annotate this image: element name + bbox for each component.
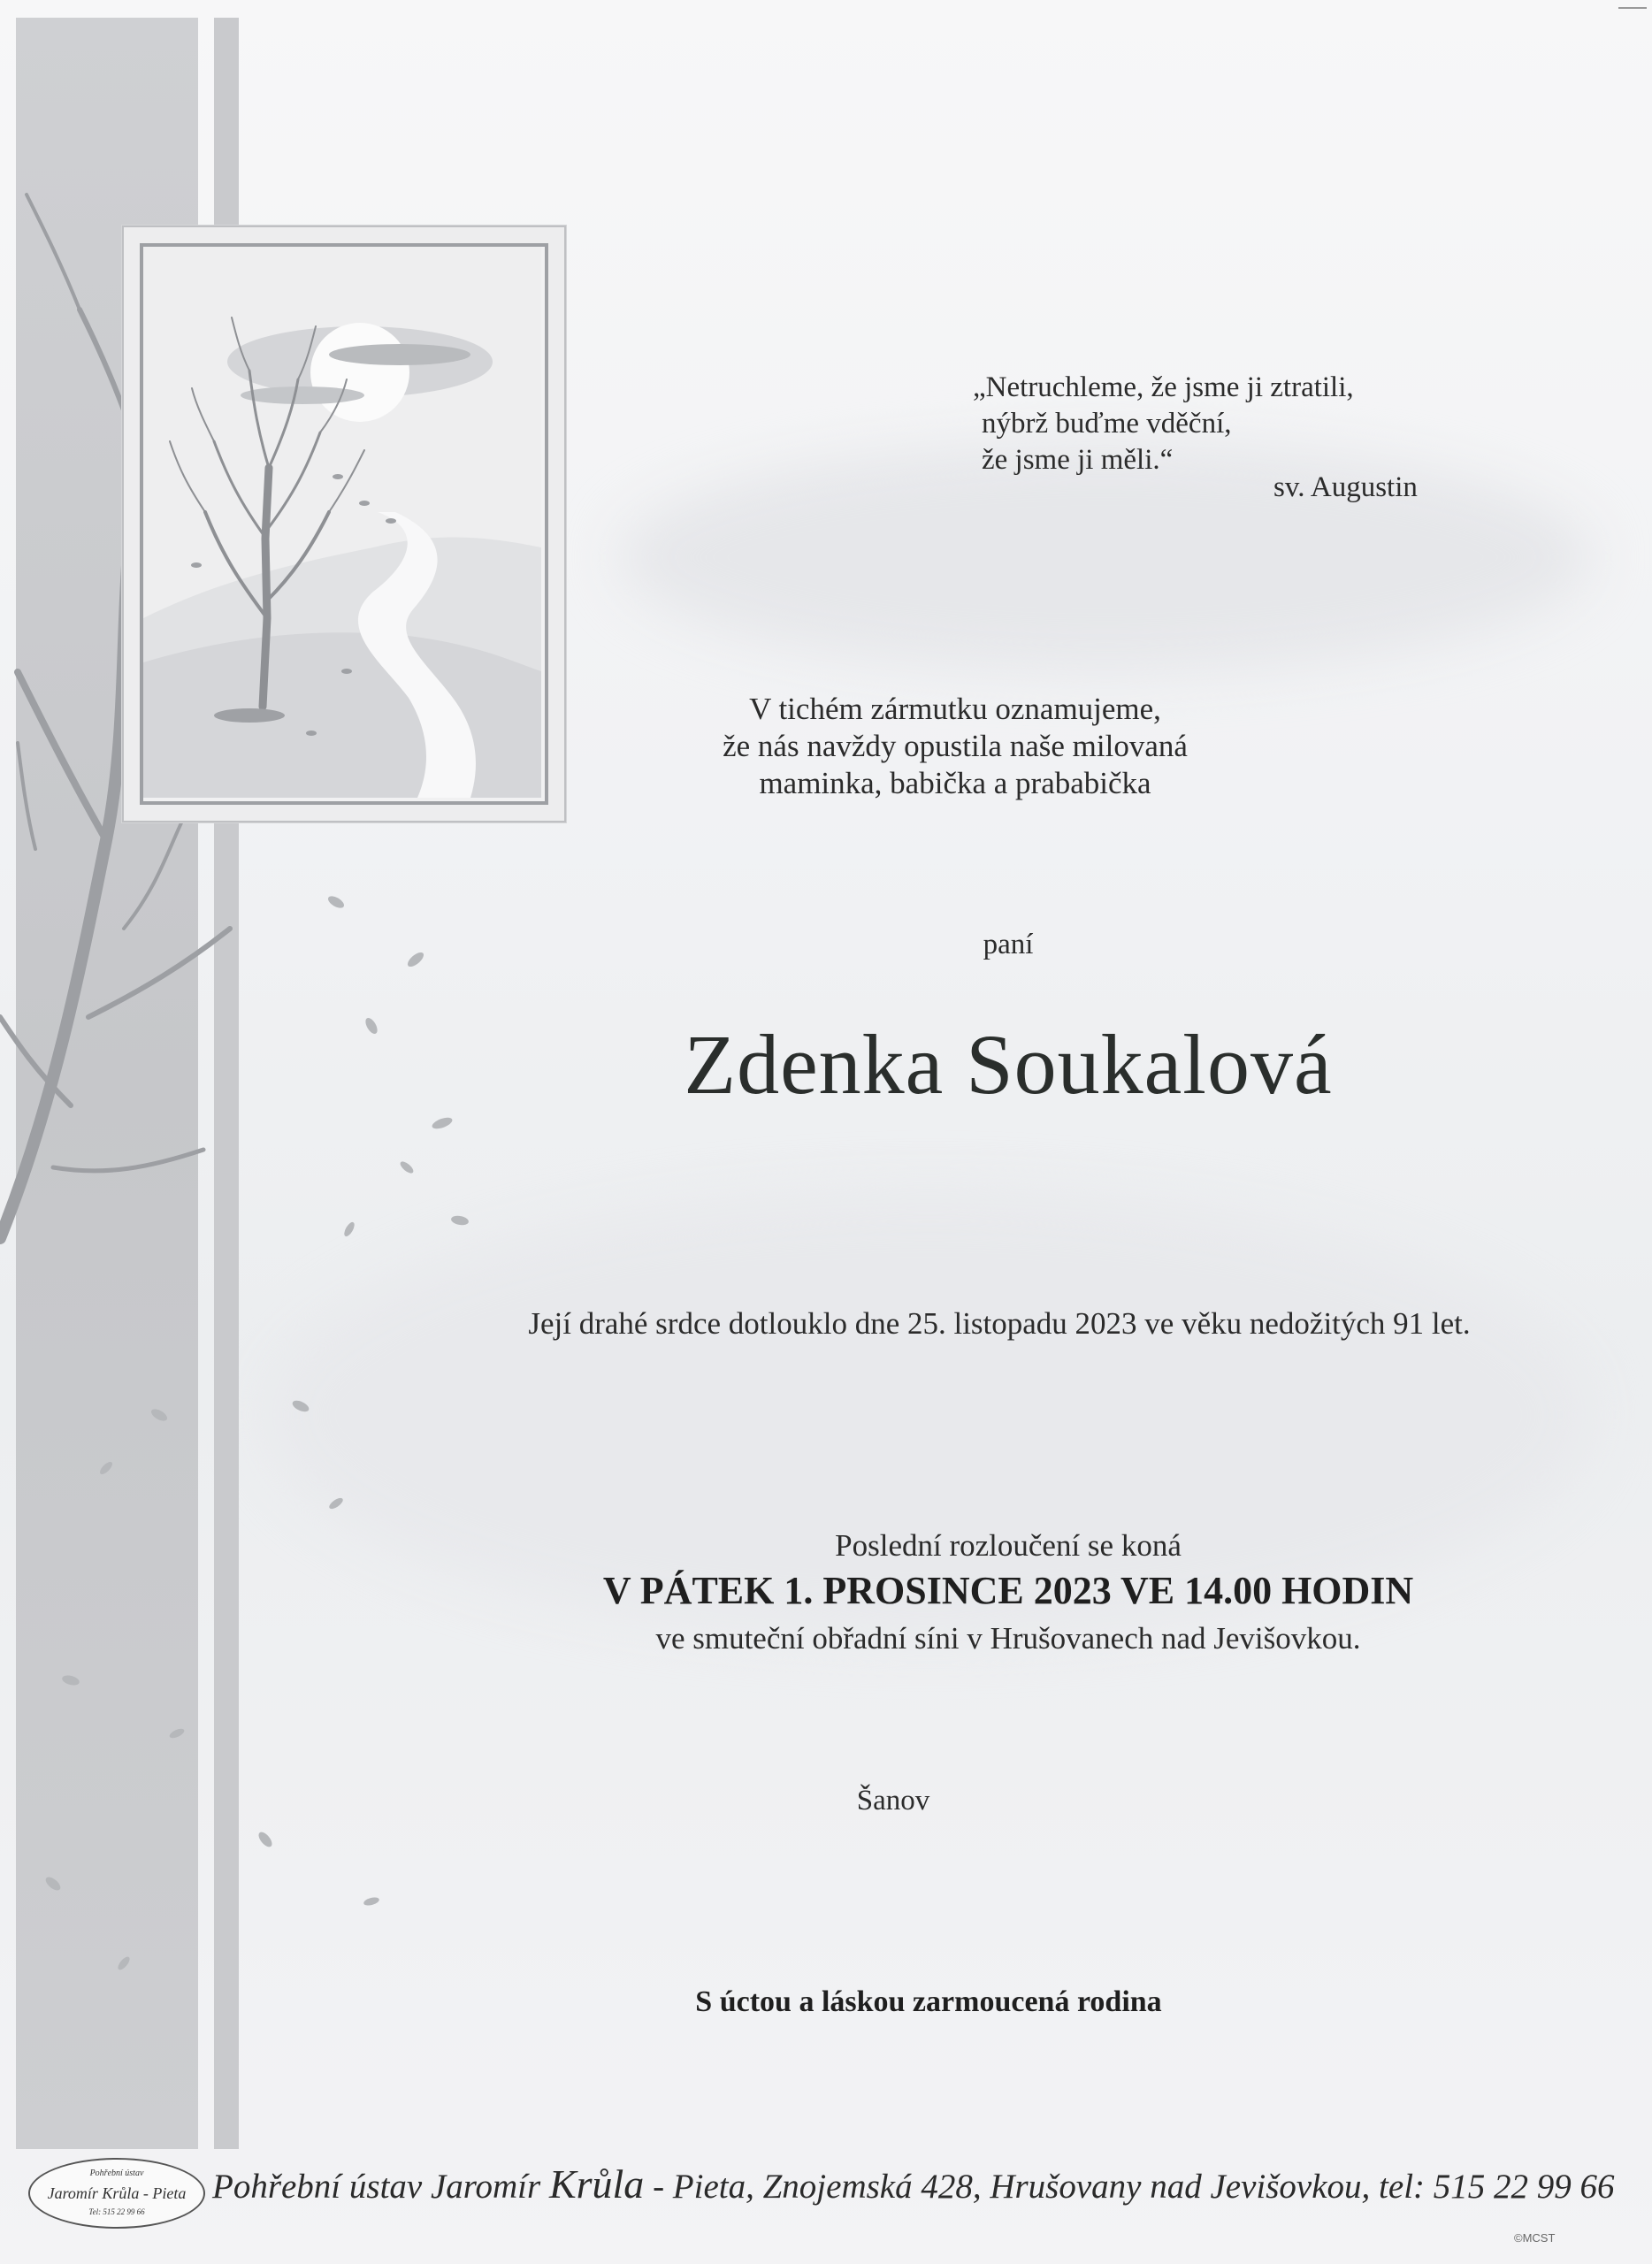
funeral-home-logo <box>28 2158 205 2229</box>
farewell-venue: ve smuteční obřadní síni v Hrušovanech nad Jevišovkou. <box>655 1621 1361 1656</box>
memorial-quote <box>973 370 1354 478</box>
copyright-mark: ©MCST <box>1514 2231 1556 2245</box>
farewell-datetime: V PÁTEK 1. PROSINCE 2023 VE 14.00 HODIN <box>602 1569 1414 1612</box>
quote-line-2: nýbrž buďme vděční, <box>982 408 1232 440</box>
announcement-line-1: V tichém zármutku oznamujeme, <box>749 692 1161 726</box>
quote-line-3: že jsme ji měli.“ <box>982 444 1174 476</box>
quote-author: sv. Augustin <box>1273 471 1418 503</box>
footer-prefix: Pohřební ústav Jaromír <box>212 2168 549 2206</box>
tree-moon-path-picture <box>143 247 541 798</box>
announcement-line-2: že nás navždy opustila naše milovaná <box>723 729 1188 763</box>
salutation: paní <box>983 929 1034 960</box>
framed-illustration <box>122 226 566 822</box>
illustration-inner <box>140 243 548 805</box>
deceased-name: Zdenka Soukalová <box>684 1017 1333 1112</box>
corner-scan-mark <box>1618 7 1647 9</box>
logo-top-text: Pohřební ústav <box>89 2168 144 2178</box>
announcement <box>654 691 1256 802</box>
farewell-intro: Poslední rozloučení se koná <box>835 1528 1182 1563</box>
footer-brand: Krůla <box>548 2161 645 2207</box>
footer-suffix: - Pieta, Znojemská 428, Hrušovany nad Jevišovkou, tel: 515 22 99 66 <box>644 2168 1615 2206</box>
announcement-line-3: maminka, babička a prababička <box>759 766 1151 800</box>
logo-middle-text: Jaromír Krůla - Pieta <box>47 2184 187 2202</box>
quote-line-1: „Netruchleme, že jsme ji ztratili, <box>973 371 1354 403</box>
place-name: Šanov <box>856 1785 930 1817</box>
funeral-home-footer <box>212 2161 1615 2207</box>
family-signature: S úctou a láskou zarmoucená rodina <box>695 1985 1162 2018</box>
logo-bottom-text: Tel: 515 22 99 66 <box>88 2207 145 2216</box>
death-notice: Její drahé srdce dotlouklo dne 25. listopadu 2023 ve věku nedožitých 91 let. <box>528 1306 1471 1341</box>
